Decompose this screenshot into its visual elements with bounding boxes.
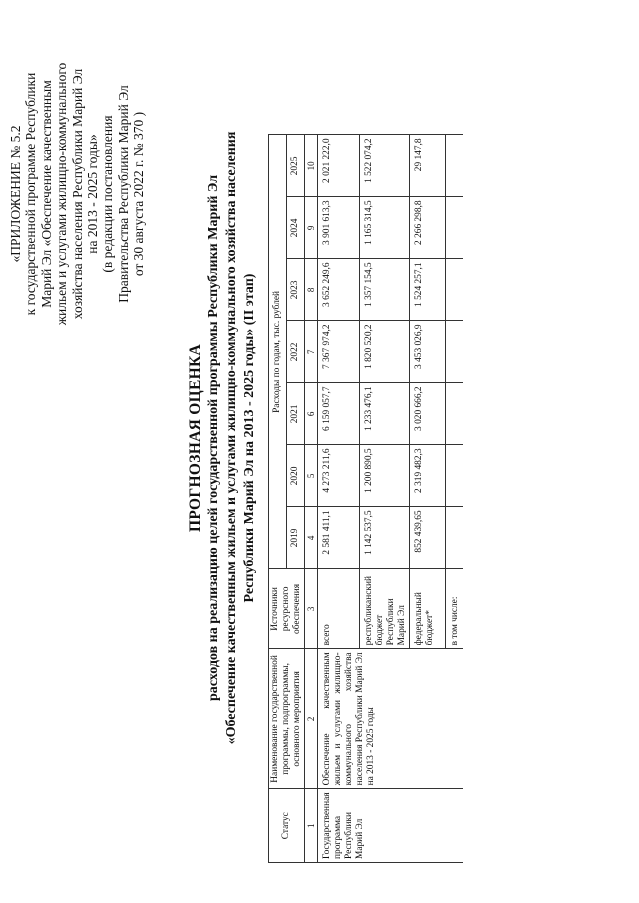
cell-value: 3 652 249,6 — [318, 259, 360, 321]
cell-value: 1 524 257,1 — [410, 259, 446, 321]
appendix-line: к государственной программе Республики — [23, 72, 39, 316]
cell-value: 29 147,8 — [410, 135, 446, 197]
cell-value: 2 319 482,3 — [410, 445, 446, 507]
header-expenses: Расходы по годам, тыс. рублей — [269, 135, 287, 569]
expenditure-table — [268, 134, 463, 863]
cell-value: 3 901 613,3 — [318, 197, 360, 259]
cell-source: всего — [318, 569, 360, 649]
cell-value: 2 581 411,1 — [318, 507, 360, 569]
heading-line: расходов на реализацию целей государственной программы Республики Марий Эл — [206, 174, 221, 702]
appendix-line: жильем и услугами жилищно-коммунального — [54, 62, 70, 326]
column-number: 5 — [305, 445, 318, 507]
cell-value: 1 820 520,2 — [360, 321, 410, 383]
cell-status: Государственная программа Республики Марий Эл — [318, 789, 464, 863]
cell-value: 2 021 222,0 — [318, 135, 360, 197]
cell-name: Обеспечение качественным жильем и услугами жилищно-коммунального хозяйства населения Республики Марий Эл на 2013 - 2025 годы — [318, 649, 464, 789]
cell-value: 1 357 154,5 — [360, 259, 410, 321]
header-sources: Источники ресурсного обеспечения — [269, 569, 305, 649]
cell-value: 3 453 026,9 — [410, 321, 446, 383]
appendix-line: (в редакции постановления — [100, 115, 116, 273]
cell-source: в том числе: — [446, 569, 464, 649]
header-year: 2023 — [287, 259, 305, 321]
cell-value: 1 142 537,5 — [360, 507, 410, 569]
cell-value: 1 233 476,1 — [360, 383, 410, 445]
header-year: 2020 — [287, 445, 305, 507]
appendix-line: хозяйства населения Республики Марий Эл — [69, 68, 85, 320]
header-row — [269, 135, 287, 863]
document-title: ПРОГНОЗНАЯ ОЦЕНКА — [187, 344, 204, 533]
column-number-row — [305, 135, 318, 863]
cell-value — [446, 321, 464, 383]
cell-value — [446, 445, 464, 507]
cell-value: 1 200 890,5 — [360, 445, 410, 507]
cell-value — [446, 259, 464, 321]
cell-value: 852 439,65 — [410, 507, 446, 569]
cell-value — [446, 135, 464, 197]
cell-value: 6 159 057,7 — [318, 383, 360, 445]
header-year: 2025 — [287, 135, 305, 197]
header-year: 2019 — [287, 507, 305, 569]
appendix-line: от 30 августа 2022 г. № 370 ) — [131, 111, 147, 277]
header-status: Статус — [269, 789, 305, 863]
cell-value — [446, 507, 464, 569]
header-year: 2022 — [287, 321, 305, 383]
header-year: 2021 — [287, 383, 305, 445]
appendix-line: Марий Эл «Обеспечение качественным — [38, 80, 54, 308]
cell-value — [446, 197, 464, 259]
appendix-block — [8, 13, 147, 375]
document-heading — [186, 43, 259, 833]
cell-value: 4 273 211,6 — [318, 445, 360, 507]
table-row — [318, 135, 360, 863]
header-name: Наименование государственной программы, подпрограммы, основного мероприятия — [269, 649, 305, 789]
column-number: 4 — [305, 507, 318, 569]
cell-value: 7 367 974,2 — [318, 321, 360, 383]
heading-line: «Обеспечение качественным жильем и услугами жилищно-коммунального хозяйства населения — [224, 131, 239, 745]
header-year: 2024 — [287, 197, 305, 259]
column-number: 6 — [305, 383, 318, 445]
column-number: 2 — [305, 649, 318, 789]
cell-value: 2 266 298,8 — [410, 197, 446, 259]
column-number: 9 — [305, 197, 318, 259]
cell-value: 1 165 314,5 — [360, 197, 410, 259]
heading-line: Республики Марий Эл на 2013 - 2025 годы» (II этап) — [242, 273, 257, 603]
cell-value: 1 522 074,2 — [360, 135, 410, 197]
column-number: 3 — [305, 569, 318, 649]
cell-source: республиканский бюджет Республики Марий Эл — [360, 569, 410, 649]
column-number: 8 — [305, 259, 318, 321]
cell-value: 3 020 666,2 — [410, 383, 446, 445]
column-number: 10 — [305, 135, 318, 197]
column-number: 7 — [305, 321, 318, 383]
cell-value — [446, 383, 464, 445]
appendix-line: Правительства Республики Марий Эл — [115, 85, 131, 303]
column-number: 1 — [305, 789, 318, 863]
cell-source: федеральный бюджет* — [410, 569, 446, 649]
appendix-line: «ПРИЛОЖЕНИЕ № 5.2 — [8, 125, 23, 263]
appendix-line: на 2013 - 2025 годы» — [85, 134, 101, 254]
